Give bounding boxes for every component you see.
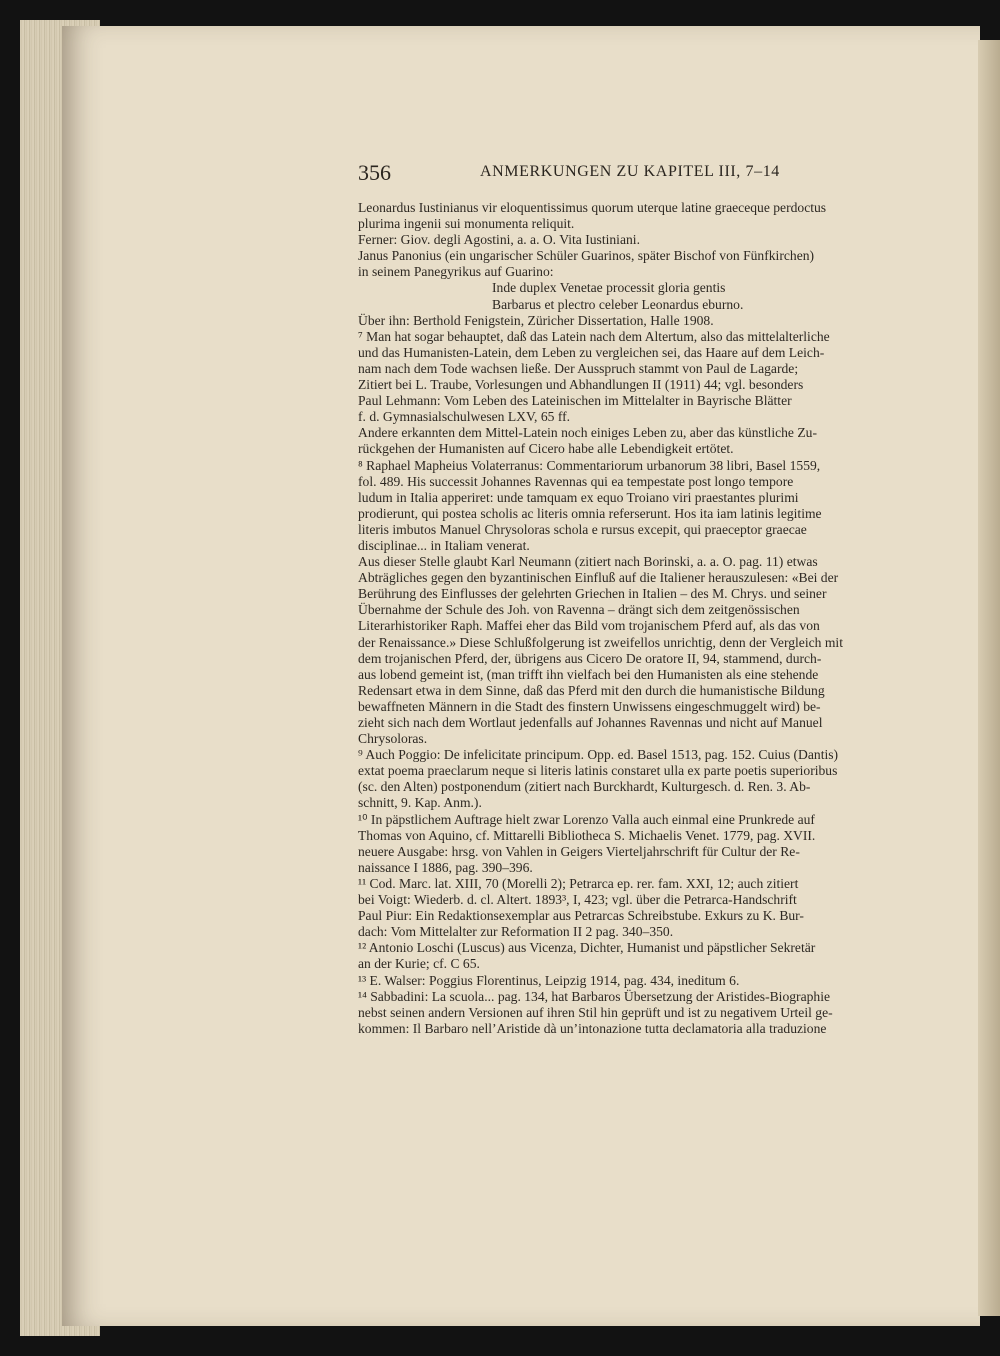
running-head xyxy=(358,160,958,190)
text-line: Chrysoloras. xyxy=(358,731,428,747)
text-line: Paul Lehmann: Vom Leben des Lateinischen im Mittelalter in Bayrische Blätter xyxy=(358,393,792,409)
text-line: rückgehen der Humanisten auf Cicero habe alle Lebendigkeit ertötet. xyxy=(358,441,734,457)
text-line: naissance I 1886, pag. 390–396. xyxy=(358,859,533,875)
text-line: Thomas von Aquino, cf. Mittarelli Bibliotheca S. Michaelis Venet. 1779, pag. XVII. xyxy=(358,827,816,843)
text-line: schnitt, 9. Kap. Anm.). xyxy=(358,795,482,811)
text-line: f. d. Gymnasialschulwesen LXV, 65 ff. xyxy=(358,409,571,425)
running-title: ANMERKUNGEN ZU KAPITEL III, 7–14 xyxy=(480,163,780,180)
text-line: prodierunt, qui postea scholis ac literis omnia referserunt. Hos ita iam latinis legitime xyxy=(358,505,822,521)
text-line: Aus dieser Stelle glaubt Karl Neumann (zitiert nach Borinski, a. a. O. pag. 11) etwas xyxy=(358,554,818,570)
text-line: ⁹ Auch Poggio: De infelicitate principum. Opp. ed. Basel 1513, pag. 152. Cuius (Dantis) xyxy=(358,747,839,763)
text-line: extat poema praeclarum neque si literis latinis constaret ulla ex parte poetis superioribus xyxy=(358,763,838,779)
text-line: Inde duplex Venetae processit gloria gentis xyxy=(492,280,726,296)
text-line: dach: Vom Mittelalter zur Reformation II 2 pag. 340–350. xyxy=(358,924,674,940)
text-line: Barbarus et plectro celeber Leonardus eburno. xyxy=(492,296,744,312)
text-line: Andere erkannten dem Mittel-Latein noch einiges Leben zu, aber das künstliche Zu- xyxy=(358,425,817,441)
text-line: Berührung des Einflusses der gelehrten Griechen in Italien – des M. Chrys. und seiner xyxy=(358,586,827,602)
text-line: Abträgliches gegen den byzantinischen Einfluß auf die Italiener herauszulesen: «Bei der xyxy=(358,570,839,586)
text-line: Literarhistoriker Raph. Maffei eher das Bild vom trojanischem Pferd auf, als das von xyxy=(358,618,820,634)
text-line: neuere Ausgabe: hrsg. von Vahlen in Geigers Vierteljahrschrift für Cultur der Re- xyxy=(358,843,800,859)
text-line: Paul Piur: Ein Redaktionsexemplar aus Petrarcas Schreibstube. Exkurs zu K. Bur- xyxy=(358,908,804,924)
footnote-text xyxy=(358,200,918,1037)
text-line: bewaffneten Männern in die Stadt des finstern Unwissens eingeschmuggelt wird) be- xyxy=(358,698,821,714)
text-line: Ferner: Giov. degli Agostini, a. a. O. Vita Iustiniani. xyxy=(358,232,640,248)
text-line: ⁷ Man hat sogar behauptet, daß das Latein nach dem Altertum, also das mittelalterliche xyxy=(358,328,830,344)
text-line: plurima ingenii sui monumenta reliquit. xyxy=(358,216,575,232)
text-line: ¹¹ Cod. Marc. lat. XIII, 70 (Morelli 2); Petrarca ep. rer. fam. XXI, 12; auch zitiert xyxy=(358,875,799,891)
text-line: Janus Panonius (ein ungarischer Schüler Guarinos, später Bischof von Fünfkirchen) xyxy=(358,248,815,264)
text-line: dem trojanischen Pferd, der, übrigens aus Cicero De oratore II, 94, stammend, durch- xyxy=(358,650,822,666)
text-line: (sc. den Alten) postponendum (zitiert nach Burckhardt, Kulturgesch. d. Ren. 3. Ab- xyxy=(358,779,811,795)
text-line: ¹² Antonio Loschi (Luscus) aus Vicenza, Dichter, Humanist und päpstlicher Sekretär xyxy=(358,940,816,956)
text-line: ⁸ Raphael Mapheius Volaterranus: Commentariorum urbanorum 38 libri, Basel 1559, xyxy=(358,457,821,473)
text-line: ¹³ E. Walser: Poggius Florentinus, Leipzig 1914, pag. 434, ineditum 6. xyxy=(358,972,740,988)
text-line: ¹⁰ In päpstlichem Auftrage hielt zwar Lorenzo Valla auch einmal eine Prunkrede auf xyxy=(358,811,815,827)
text-line: zieht sich nach dem Wortlaut jedenfalls auf Johannes Ravennas und nicht auf Manuel xyxy=(358,715,823,730)
text-line: kommen: Il Barbaro nell’Aristide dà un’intonazione tutta declamatoria alla traduzione xyxy=(358,1020,827,1036)
text-line: der Renaissance.» Diese Schlußfolgerung ist zweifellos unrichtig, denn der Vergleich mit xyxy=(358,634,843,650)
page-number: 356 xyxy=(358,160,391,185)
text-line: bei Voigt: Wiederb. d. cl. Altert. 1893³, I, 423; vgl. über die Petrarca-Handschrift xyxy=(358,892,797,908)
text-line: Übernahme der Schule des Joh. von Ravenna – drängt sich dem zeitgenössischen xyxy=(358,602,800,618)
facing-page-edge xyxy=(978,40,1000,1316)
text-line: Über ihn: Berthold Fenigstein, Züricher Dissertation, Halle 1908. xyxy=(358,312,714,328)
text-line: und das Humanisten-Latein, dem Leben zu vergleichen sei, das Haare auf dem Leich- xyxy=(358,344,825,360)
text-line: Redensart etwa in dem Sinne, daß das Pferd mit den durch die humanistische Bildung xyxy=(358,682,825,698)
text-line: nebst seinen andern Versionen auf ihren Stil hin geprüft und ist zu negativem Urteil ge- xyxy=(358,1004,833,1020)
text-line: fol. 489. His successit Johannes Ravennas qui ea tempestate post longo tempore xyxy=(358,473,794,489)
text-line: ludum in Italia apperiret: unde tamquam ex equo Troiano viri praestantes plurimi xyxy=(358,489,799,505)
text-line: an der Kurie; cf. C 65. xyxy=(358,956,480,972)
text-line: in seinem Panegyrikus auf Guarino: xyxy=(358,264,554,280)
text-line: ¹⁴ Sabbadini: La scuola... pag. 134, hat Barbaros Übersetzung der Aristides-Biographie xyxy=(358,988,831,1004)
text-line: Leonardus Iustinianus vir eloquentissimus quorum uterque latine graeceque perdoctus xyxy=(358,200,827,215)
text-line: Zitiert bei L. Traube, Vorlesungen und Abhandlungen II (1911) 44; vgl. besonders xyxy=(358,377,804,393)
text-line: nam nach dem Tode wachsen ließe. Der Ausspruch stammt von Paul de Lagarde; xyxy=(358,360,799,376)
text-line: aus lobend gemeint ist, (man trifft ihn vielfach bei den Humanisten als eine stehende xyxy=(358,666,819,682)
text-line: literis imbutos Manuel Chrysoloras schola e rursus excepit, qui praeceptor graecae xyxy=(358,521,807,537)
text-line: disciplinae... in Italiam venerat. xyxy=(358,537,530,553)
